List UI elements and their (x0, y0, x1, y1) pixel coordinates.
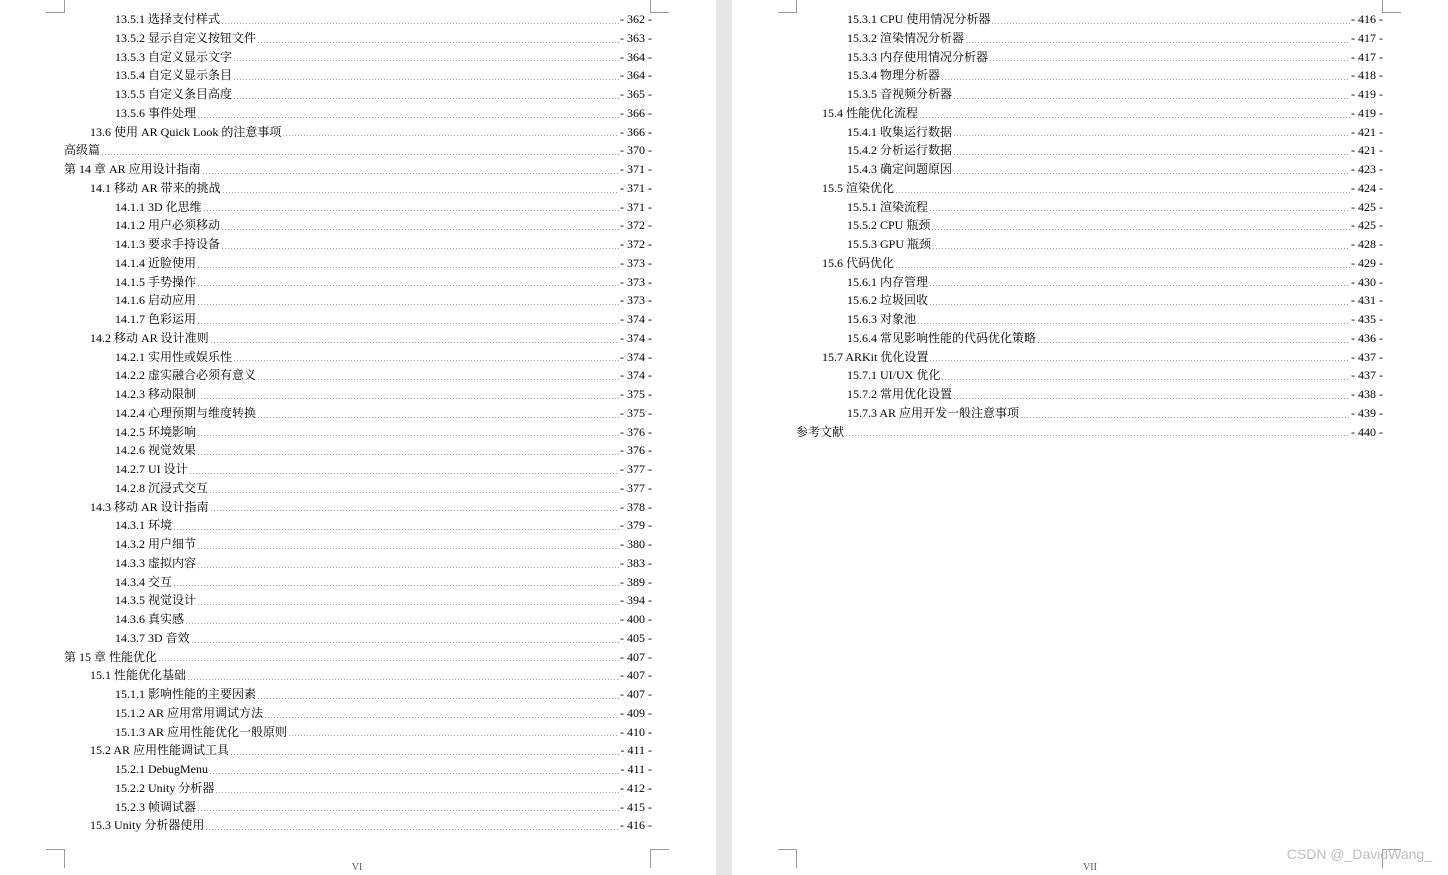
toc-entry[interactable] (64, 10, 652, 29)
toc-entry-page: - 411 - (620, 743, 652, 758)
toc-entry[interactable] (64, 310, 652, 329)
toc-entry-page: - 371 - (620, 199, 652, 214)
toc-entry[interactable] (64, 216, 652, 235)
page-number: VI (351, 862, 363, 873)
toc-entry-title: 15.5.2 CPU 瓶颈 (847, 218, 931, 233)
dot-leader (257, 42, 619, 43)
document-page-right (732, 0, 1448, 875)
toc-entry-page: - 417 - (1351, 30, 1383, 45)
toc-entry-page: - 421 - (1351, 124, 1383, 139)
toc-entry-page: - 438 - (1351, 387, 1383, 401)
toc-entry[interactable] (64, 798, 652, 817)
toc-entry-page: - 409 - (620, 705, 652, 720)
toc-entry-title: 14.3.1 环境 (115, 518, 173, 533)
toc-entry[interactable] (64, 104, 652, 123)
toc-entry-page: - 394 - (620, 593, 652, 608)
dot-leader (197, 604, 619, 605)
dot-leader (941, 379, 1350, 380)
dot-leader (257, 379, 619, 380)
dot-leader (197, 304, 619, 305)
toc-entry-page: - 375 - (620, 387, 652, 401)
toc-entry[interactable] (796, 348, 1383, 367)
dot-leader (845, 435, 1350, 436)
dot-leader (233, 60, 619, 61)
dot-leader (919, 117, 1350, 118)
toc-entry-page: - 364 - (620, 68, 652, 83)
margin-corner-mark (46, 849, 65, 868)
dot-leader (257, 417, 619, 418)
toc-entry[interactable] (64, 648, 652, 667)
toc-entry-page: - 374 - (620, 312, 652, 326)
dot-leader (1037, 342, 1350, 343)
dot-leader (189, 473, 619, 474)
toc-entry-title: 14.2.2 虚实融合必须有意义 (115, 368, 257, 383)
dot-leader (989, 60, 1350, 61)
dot-leader (197, 285, 619, 286)
toc-entry-title: 14.3.2 用户细节 (115, 537, 197, 551)
dot-leader (929, 285, 1350, 286)
toc-entry-title: 15.7.3 AR 应用开发一般注意事项 (847, 405, 1020, 420)
toc-entry-title: 15.4 性能优化流程 (822, 105, 919, 120)
dot-leader (215, 792, 619, 793)
dot-leader (197, 323, 619, 324)
toc-entry-title: 15.2 AR 应用性能调试工具 (90, 743, 230, 758)
toc-entry-title: 14.1.3 要求手持设备 (115, 237, 221, 251)
toc-entry-title: 15.4.1 收集运行数据 (847, 124, 953, 139)
toc-entry-page: - 400 - (620, 612, 652, 626)
toc-entry-title: 15.4.3 确定问题原因 (847, 162, 953, 176)
toc-entry[interactable] (64, 423, 652, 442)
toc-entry-title: 15.6.2 垃圾回收 (847, 293, 929, 308)
dot-leader (197, 117, 619, 118)
dot-leader (1020, 417, 1350, 418)
dot-leader (233, 79, 619, 80)
toc-entry-page: - 418 - (1351, 68, 1383, 83)
toc-entry-title: 15.7 ARKit 优化设置 (822, 349, 929, 364)
toc-entry-page: - 363 - (620, 30, 652, 45)
toc-entry[interactable] (64, 66, 652, 85)
toc-entry-page: - 440 - (1351, 424, 1383, 439)
dot-leader (221, 23, 619, 24)
dot-leader (197, 454, 619, 455)
toc-entry-page: - 376 - (620, 443, 652, 458)
toc-entry-title: 15.1.3 AR 应用性能优化一般原则 (115, 724, 288, 739)
dot-leader (257, 698, 619, 699)
toc-entry-page: - 366 - (620, 105, 652, 120)
toc-entry-title: 13.5.1 选择支付样式 (115, 12, 221, 26)
toc-entry[interactable] (64, 816, 652, 835)
dot-leader (187, 679, 619, 680)
toc-entry-page: - 435 - (1351, 312, 1383, 326)
dot-leader (173, 529, 619, 530)
toc-entry-page: - 419 - (1351, 105, 1383, 120)
toc-entry-title: 14.2.7 UI 设计 (115, 462, 188, 476)
toc-entry[interactable] (64, 666, 652, 685)
dot-leader (230, 754, 619, 755)
dot-leader (282, 135, 619, 136)
toc-entry-page: - 421 - (1351, 143, 1383, 158)
dot-leader (953, 135, 1350, 136)
toc-entry[interactable] (64, 610, 652, 629)
margin-corner-mark (650, 849, 669, 868)
toc-entry-title: 14.1.4 近脸使用 (115, 255, 197, 270)
toc-entry-page: - 376 - (620, 424, 652, 439)
toc-entry-title: 13.5.6 事件处理 (115, 105, 197, 120)
page-gap (716, 0, 732, 875)
toc-entry[interactable] (796, 10, 1383, 29)
toc-entry-page: - 419 - (1351, 87, 1383, 101)
toc-entry[interactable] (796, 329, 1383, 348)
toc-entry-page: - 373 - (620, 293, 652, 308)
toc-entry[interactable] (796, 179, 1383, 198)
toc-entry-page: - 389 - (620, 574, 652, 589)
toc-entry-title: 第 14 章 AR 应用设计指南 (64, 162, 201, 176)
dot-leader (202, 173, 619, 174)
toc-entry-title: 15.6.3 对象池 (847, 312, 917, 326)
toc-entry-title: 15.7.2 常用优化设置 (847, 387, 953, 401)
toc-entry[interactable] (64, 760, 652, 779)
toc-entry-title: 15.6.4 常见影响性能的代码优化策略 (847, 330, 1037, 345)
toc-entry-title: 13.5.2 显示自定义按钮文件 (115, 30, 257, 45)
toc-entry-title: 14.2.8 沉浸式交互 (115, 480, 209, 495)
dot-leader (197, 567, 619, 568)
toc-entry[interactable] (796, 235, 1383, 254)
document-page-left (0, 0, 716, 875)
toc-entry-page: - 366 - (620, 124, 652, 139)
dot-leader (221, 229, 619, 230)
toc-entry[interactable] (64, 179, 652, 198)
toc-entry-page: - 410 - (620, 724, 652, 739)
toc-entry-page: - 364 - (620, 49, 652, 64)
toc-entry-title: 14.1 移动 AR 带来的挑战 (90, 180, 221, 195)
toc-entry[interactable] (796, 423, 1383, 442)
toc-entry-title: 14.1.5 手势操作 (115, 274, 197, 289)
toc-entry-title: 高级篇 (64, 143, 101, 158)
dot-leader (197, 267, 619, 268)
toc-entry[interactable] (796, 404, 1383, 423)
toc-entry-title: 15.1.2 AR 应用常用调试方法 (115, 705, 264, 720)
toc-entry-title: 15.6 代码优化 (822, 255, 895, 270)
table-of-contents (796, 10, 1383, 441)
toc-entry-title: 15.5 渲染优化 (822, 180, 895, 195)
toc-entry-title: 15.2.3 帧调试器 (115, 799, 197, 814)
toc-entry[interactable] (796, 141, 1383, 160)
toc-entry[interactable] (796, 29, 1383, 48)
toc-entry[interactable] (64, 779, 652, 798)
dot-leader (233, 98, 619, 99)
margin-corner-mark (1382, 0, 1401, 13)
dot-leader (929, 304, 1350, 305)
toc-entry-title: 14.1.2 用户必须移动 (115, 218, 221, 233)
toc-entry-page: - 424 - (1351, 180, 1383, 195)
toc-entry-title: 参考文献 (796, 424, 845, 439)
toc-entry-title: 14.3.4 交互 (115, 574, 173, 589)
toc-entry-title: 15.3 Unity 分析器使用 (90, 818, 205, 833)
toc-entry-title: 14.1.1 3D 化思维 (115, 199, 202, 214)
dot-leader (931, 229, 1350, 230)
toc-entry-title: 13.6 使用 AR Quick Look 的注意事项 (90, 124, 282, 139)
toc-entry-title: 15.3.4 物理分析器 (847, 68, 941, 83)
toc-entry[interactable] (796, 291, 1383, 310)
toc-entry[interactable] (796, 104, 1383, 123)
toc-entry[interactable] (64, 741, 652, 760)
dot-leader (991, 23, 1350, 24)
toc-entry-page: - 429 - (1351, 255, 1383, 270)
dot-leader (965, 42, 1350, 43)
toc-entry-title: 13.5.5 自定义条目高度 (115, 87, 233, 101)
toc-entry[interactable] (64, 198, 652, 217)
toc-entry-title: 15.2.2 Unity 分析器 (115, 780, 215, 795)
toc-entry-title: 第 15 章 性能优化 (64, 649, 158, 664)
toc-entry-title: 14.2.3 移动限制 (115, 387, 197, 401)
dot-leader (222, 192, 619, 193)
toc-entry-title: 14.3.3 虚拟内容 (115, 555, 197, 570)
toc-entry-page: - 373 - (620, 255, 652, 270)
dot-leader (941, 79, 1350, 80)
toc-entry-title: 15.6.1 内存管理 (847, 274, 929, 289)
toc-entry-page: - 436 - (1351, 330, 1383, 345)
table-of-contents (64, 10, 652, 835)
toc-entry-page: - 417 - (1351, 49, 1383, 64)
toc-entry-title: 14.2.6 视觉效果 (115, 443, 197, 458)
toc-entry[interactable] (796, 198, 1383, 217)
margin-corner-mark (46, 0, 65, 13)
toc-entry-page: - 428 - (1351, 237, 1383, 251)
dot-leader (210, 342, 619, 343)
dot-leader (203, 210, 619, 211)
toc-entry-page: - 371 - (620, 162, 652, 176)
toc-entry-page: - 373 - (620, 274, 652, 289)
margin-corner-mark (778, 849, 797, 868)
toc-entry-title: 14.3.6 真实感 (115, 612, 185, 626)
toc-entry-page: - 380 - (620, 537, 652, 551)
toc-entry[interactable] (64, 329, 652, 348)
toc-entry[interactable] (64, 85, 652, 104)
dot-leader (197, 398, 619, 399)
dot-leader (210, 510, 619, 511)
toc-entry[interactable] (64, 591, 652, 610)
toc-entry-page: - 416 - (620, 818, 652, 833)
toc-entry-title: 14.2.4 心理预期与维度转换 (115, 405, 257, 420)
toc-entry-title: 13.5.3 自定义显示文字 (115, 49, 233, 64)
dot-leader (264, 717, 619, 718)
toc-entry-title: 13.5.4 自定义显示条目 (115, 68, 233, 83)
dot-leader (917, 323, 1350, 324)
toc-entry[interactable] (64, 498, 652, 517)
toc-entry[interactable] (64, 123, 652, 142)
toc-entry[interactable] (64, 516, 652, 535)
toc-entry-page: - 412 - (620, 780, 652, 795)
toc-entry[interactable] (64, 441, 652, 460)
toc-entry[interactable] (64, 160, 652, 179)
toc-entry-title: 15.3.3 内存使用情况分析器 (847, 49, 989, 64)
toc-entry-page: - 374 - (620, 330, 652, 345)
toc-entry-page: - 415 - (620, 799, 652, 814)
toc-entry[interactable] (64, 723, 652, 742)
dot-leader (191, 642, 619, 643)
toc-entry-page: - 407 - (620, 668, 652, 683)
dot-leader (101, 154, 619, 155)
toc-entry-title: 14.1.6 启动应用 (115, 293, 197, 308)
toc-entry-page: - 439 - (1351, 405, 1383, 420)
dot-leader (173, 585, 619, 586)
toc-entry-page: - 378 - (620, 499, 652, 514)
dot-leader (929, 210, 1350, 211)
toc-entry[interactable] (64, 535, 652, 554)
toc-entry-title: 15.7.1 UI/UX 优化 (847, 368, 941, 383)
toc-entry[interactable] (796, 254, 1383, 273)
toc-entry[interactable] (64, 48, 652, 67)
toc-entry[interactable] (64, 348, 652, 367)
toc-entry-page: - 425 - (1351, 199, 1383, 214)
toc-entry[interactable] (64, 404, 652, 423)
dot-leader (197, 810, 619, 811)
dot-leader (209, 492, 619, 493)
dot-leader (895, 192, 1350, 193)
toc-entry[interactable] (796, 123, 1383, 142)
toc-entry-page: - 362 - (620, 12, 652, 26)
dot-leader (953, 98, 1350, 99)
dot-leader (932, 248, 1350, 249)
toc-entry-page: - 425 - (1351, 218, 1383, 233)
toc-entry[interactable] (64, 273, 652, 292)
toc-entry-page: - 375 - (620, 405, 652, 420)
dot-leader (233, 360, 619, 361)
margin-corner-mark (650, 0, 669, 13)
toc-entry-page: - 383 - (620, 555, 652, 570)
toc-entry[interactable] (64, 235, 652, 254)
margin-corner-mark (778, 0, 797, 13)
toc-entry-title: 15.3.5 音视频分析器 (847, 87, 953, 101)
dot-leader (288, 735, 619, 736)
toc-entry-title: 15.3.1 CPU 使用情况分析器 (847, 12, 991, 26)
toc-entry[interactable] (64, 291, 652, 310)
toc-entry-title: 14.3.5 视觉设计 (115, 593, 197, 608)
toc-entry[interactable] (64, 254, 652, 273)
dot-leader (929, 360, 1350, 361)
dot-leader (205, 829, 619, 830)
toc-entry-page: - 437 - (1351, 349, 1383, 364)
dot-leader (953, 154, 1350, 155)
toc-entry[interactable] (64, 629, 652, 648)
toc-entry-title: 15.5.1 渲染流程 (847, 199, 929, 214)
toc-entry[interactable] (64, 685, 652, 704)
toc-entry-page: - 365 - (620, 87, 652, 101)
toc-entry[interactable] (64, 573, 652, 592)
toc-entry[interactable] (64, 554, 652, 573)
toc-entry[interactable] (796, 216, 1383, 235)
toc-entry[interactable] (796, 85, 1383, 104)
toc-entry-page: - 374 - (620, 368, 652, 383)
toc-entry-page: - 430 - (1351, 274, 1383, 289)
dot-leader (895, 267, 1350, 268)
toc-entry[interactable] (796, 160, 1383, 179)
toc-entry-page: - 405 - (620, 630, 652, 645)
toc-entry-page: - 407 - (620, 687, 652, 701)
toc-entry-title: 15.3.2 渲染情况分析器 (847, 30, 965, 45)
toc-entry-page: - 372 - (620, 237, 652, 251)
toc-entry[interactable] (64, 141, 652, 160)
toc-entry-title: 15.2.1 DebugMenu (115, 762, 208, 776)
toc-entry-title: 14.1.7 色彩运用 (115, 312, 197, 326)
toc-entry[interactable] (64, 704, 652, 723)
toc-entry-page: - 411 - (620, 762, 652, 776)
toc-entry[interactable] (796, 310, 1383, 329)
toc-entry-title: 15.1.1 影响性能的主要因素 (115, 687, 257, 701)
toc-entry-page: - 372 - (620, 218, 652, 233)
dot-leader (209, 773, 619, 774)
toc-entry-title: 15.4.2 分析运行数据 (847, 143, 953, 158)
dot-leader (158, 660, 619, 661)
page-number: VII (1083, 862, 1097, 873)
toc-entry-title: 14.3 移动 AR 设计指南 (90, 499, 209, 514)
toc-entry[interactable] (64, 479, 652, 498)
toc-entry-title: 15.1 性能优化基础 (90, 668, 187, 683)
dot-leader (197, 548, 619, 549)
toc-entry-page: - 377 - (620, 462, 652, 476)
dot-leader (185, 623, 619, 624)
toc-entry-title: 14.3.7 3D 音效 (115, 630, 190, 645)
toc-entry[interactable] (64, 460, 652, 479)
toc-entry[interactable] (64, 385, 652, 404)
dot-leader (221, 248, 619, 249)
dot-leader (953, 398, 1350, 399)
toc-entry-page: - 374 - (620, 349, 652, 364)
toc-entry[interactable] (796, 366, 1383, 385)
dot-leader (953, 173, 1350, 174)
toc-entry-page: - 371 - (620, 180, 652, 195)
toc-entry-title: 14.2.5 环境影响 (115, 424, 197, 439)
toc-entry-page: - 431 - (1351, 293, 1383, 308)
toc-entry-title: 14.2 移动 AR 设计准则 (90, 330, 209, 345)
toc-entry[interactable] (796, 385, 1383, 404)
toc-entry-title: 14.2.1 实用性或娱乐性 (115, 349, 233, 364)
toc-entry-page: - 379 - (620, 518, 652, 533)
toc-entry-title: 15.5.3 GPU 瓶颈 (847, 237, 932, 251)
dot-leader (197, 435, 619, 436)
toc-entry-page: - 437 - (1351, 368, 1383, 383)
toc-entry-page: - 370 - (620, 143, 652, 158)
watermark: CSDN @_DavidWang_ (1286, 846, 1432, 862)
toc-entry[interactable] (796, 66, 1383, 85)
toc-entry[interactable] (796, 273, 1383, 292)
toc-entry[interactable] (64, 366, 652, 385)
toc-entry[interactable] (796, 48, 1383, 67)
toc-entry-page: - 416 - (1351, 12, 1383, 26)
toc-entry-page: - 407 - (620, 649, 652, 664)
toc-entry[interactable] (64, 29, 652, 48)
toc-entry-page: - 377 - (620, 480, 652, 495)
toc-entry-page: - 423 - (1351, 162, 1383, 176)
